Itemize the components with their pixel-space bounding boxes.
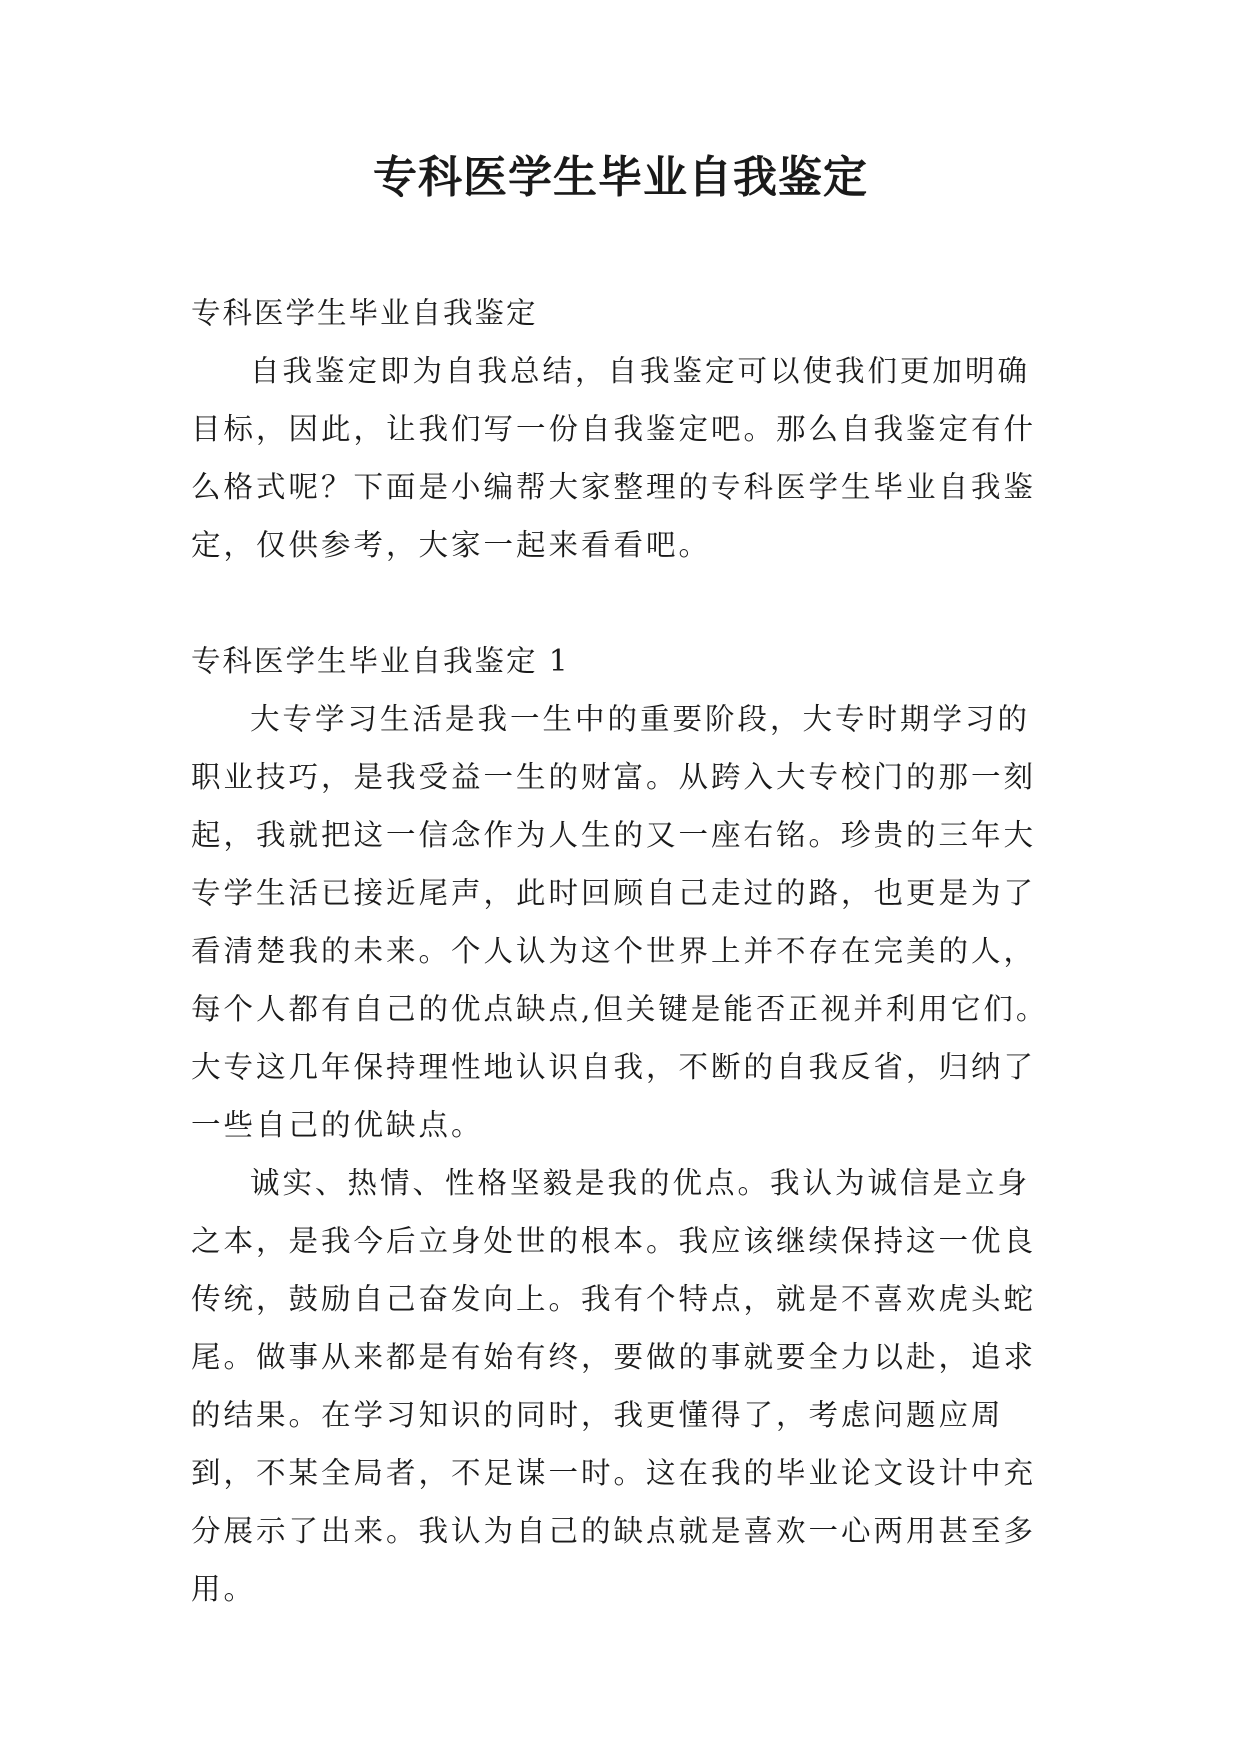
section-1-paragraph: 诚实、热情、性格坚毅是我的优点。我认为诚信是立身之本，是我今后立身处世的根本。我应该继续保持这一优良传统，鼓励自己奋发向上。我有个特点，就是不喜欢虎头蛇尾。做事从来都是有始有终，要做的事就要全力以赴，追求的结果。在学习知识的同时，我更懂得了，考虑问题应周到，不某全局者，不足谋一时。这在我的毕业论文设计中充分展示了出来。我认为自己的缺点就是喜欢一心两用甚至多用。 bbox=[191, 1166, 1037, 1606]
section-1-paragraph: 大专学习生活是我一生中的重要阶段，大专时期学习的职业技巧，是我受益一生的财富。从跨入大专校门的那一刻起，我就把这一信念作为人生的又一座右铭。珍贵的三年大专学生活已接近尾声，此时回顾自己走过的路，也更是为了看清楚我的未来。个人认为这个世界上并不存在完美的人，每个人都有自己的优点缺点,但关键是能否正视并利用它们。大专这几年保持理性地认识自我，不断的自我反省，归纳了一些自己的优缺点。 bbox=[191, 702, 1049, 1142]
document-body bbox=[191, 284, 1049, 1618]
intro-paragraph: 自我鉴定即为自我总结，自我鉴定可以使我们更加明确目标，因此，让我们写一份自我鉴定吧。那么自我鉴定有什么格式呢？下面是小编帮大家整理的专科医学生毕业自我鉴定，仅供参考，大家一起来看看吧。 bbox=[191, 354, 1037, 562]
section-spacer bbox=[191, 574, 1049, 632]
intro-heading: 专科医学生毕业自我鉴定 bbox=[191, 296, 538, 330]
document-title: 专科医学生毕业自我鉴定 bbox=[373, 152, 868, 203]
section-1-heading: 专科医学生毕业自我鉴定 1 bbox=[191, 644, 570, 678]
